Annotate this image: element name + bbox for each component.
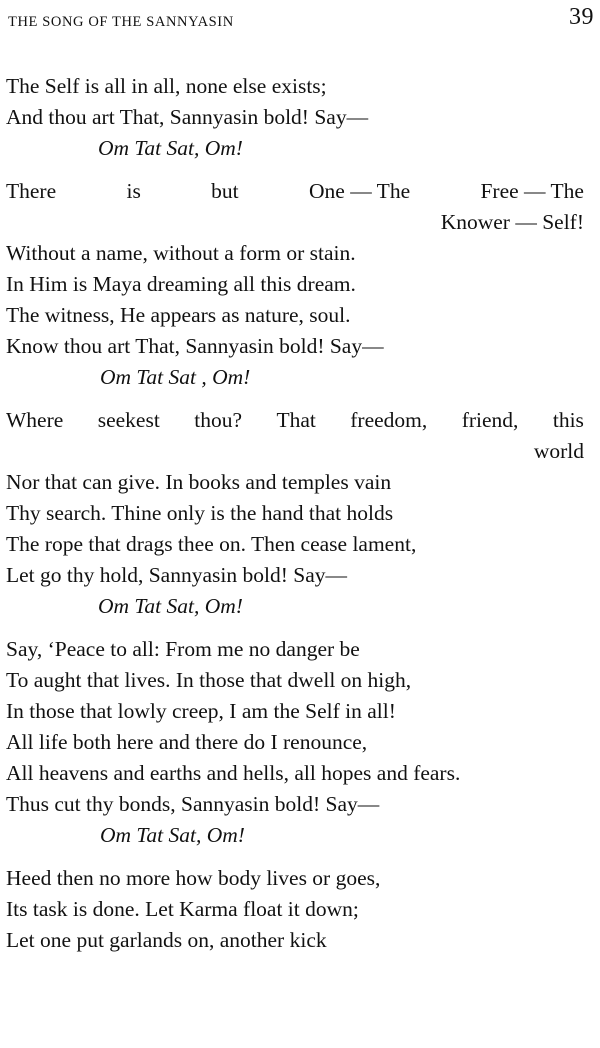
poem-line: Say, ‘Peace to all: From me no danger be <box>6 637 360 661</box>
poem-line: All life both here and there do I renounce, <box>6 730 368 754</box>
word: There <box>6 179 57 203</box>
word: friend, <box>461 408 519 432</box>
stanza-1 <box>6 71 584 164</box>
poem-line-continuation: Knower — Self! <box>440 210 584 234</box>
stanza-gap <box>6 164 584 176</box>
word: seekest <box>97 408 160 432</box>
poem-line: Without a name, without a form or stain. <box>6 241 356 265</box>
word: Where <box>6 408 64 432</box>
page-number: 39 <box>569 4 594 30</box>
poem-line: Know thou art That, Sannyasin bold! Say— <box>6 334 384 358</box>
word: this <box>552 408 584 432</box>
poem-line: Thy search. Thine only is the hand that holds <box>6 501 394 525</box>
poem-line-justified <box>6 176 584 207</box>
poem-line: All heavens and earths and hells, all hopes and fears. <box>6 761 461 785</box>
running-head: THE SONG OF THE SANNYASIN <box>8 14 234 30</box>
poem-line: Thus cut thy bonds, Sannyasin bold! Say— <box>6 792 380 816</box>
poem-line: In Him is Maya dreaming all this dream. <box>6 272 356 296</box>
stanza-gap <box>6 622 584 634</box>
page-header <box>8 4 594 38</box>
poem-line-continuation: world <box>533 439 584 463</box>
poem-line: To aught that lives. In those that dwell on high, <box>6 668 412 692</box>
refrain: Om Tat Sat , Om! <box>100 365 251 389</box>
word: That <box>276 408 316 432</box>
word: One — The <box>309 179 411 203</box>
poem-line: Let go thy hold, Sannyasin bold! Say— <box>6 563 347 587</box>
stanza-gap <box>6 851 584 863</box>
stanza-5 <box>6 863 584 956</box>
poem-line: And thou art That, Sannyasin bold! Say— <box>6 105 369 129</box>
word: is <box>126 179 141 203</box>
poem-line: Let one put garlands on, another kick <box>6 928 327 952</box>
word: Free — The <box>480 179 584 203</box>
poem-line: The rope that drags thee on. Then cease lament, <box>6 532 417 556</box>
word: thou? <box>194 408 243 432</box>
stanza-gap <box>6 393 584 405</box>
refrain: Om Tat Sat, Om! <box>98 136 243 160</box>
poem-line: Heed then no more how body lives or goes, <box>6 866 381 890</box>
poem-line: The witness, He appears as nature, soul. <box>6 303 351 327</box>
word: but <box>211 179 239 203</box>
poem-line: Nor that can give. In books and temples vain <box>6 470 392 494</box>
refrain: Om Tat Sat, Om! <box>98 594 243 618</box>
stanza-4 <box>6 634 584 851</box>
stanza-2 <box>6 176 584 393</box>
word: freedom, <box>350 408 428 432</box>
stanza-3 <box>6 405 584 622</box>
poem-line-justified <box>6 405 584 436</box>
poem-line: The Self is all in all, none else exists; <box>6 74 327 98</box>
poem-line: Its task is done. Let Karma float it down; <box>6 897 359 921</box>
poem-line: In those that lowly creep, I am the Self in all! <box>6 699 396 723</box>
poem-body <box>6 71 584 956</box>
refrain: Om Tat Sat, Om! <box>100 823 245 847</box>
